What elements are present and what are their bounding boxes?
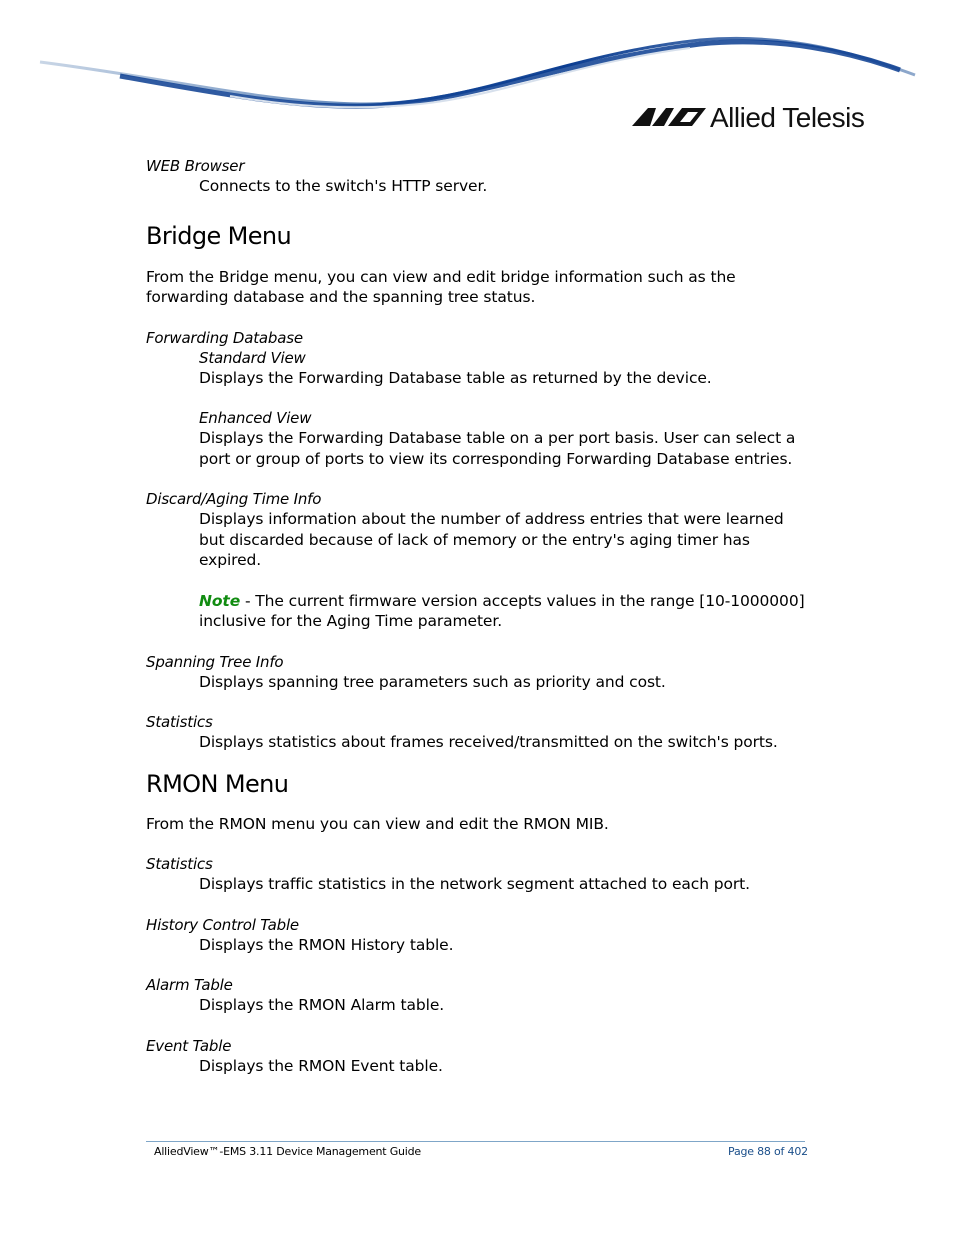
desc-enhanced-view: Displays the Forwarding Database table on a per port basis. User can select a port or group of ports to view its corresponding Forwarding Database entries. — [199, 429, 796, 468]
term-rmon-statistics: Statistics — [146, 855, 213, 873]
term-enhanced-view: Enhanced View — [199, 409, 312, 427]
heading-rmon-menu: RMON Menu — [146, 769, 289, 798]
allied-telesis-mark-icon — [630, 102, 708, 134]
footer-document-title: AlliedView™-EMS 3.11 Device Management Guide — [154, 1145, 422, 1158]
brand-name: Allied Telesis — [710, 102, 865, 133]
term-web-browser: WEB Browser — [146, 157, 245, 175]
desc-spanning-tree-info: Displays spanning tree parameters such as priority and cost. — [199, 672, 666, 691]
desc-event-table: Displays the RMON Event table. — [199, 1056, 443, 1075]
footer-divider — [146, 1141, 805, 1142]
term-alarm-table: Alarm Table — [146, 976, 233, 994]
desc-rmon-statistics: Displays traffic statistics in the network segment attached to each port. — [199, 875, 750, 893]
desc-standard-view: Displays the Forwarding Database table as returned by the device. — [199, 368, 712, 387]
term-discard-aging: Discard/Aging Time Info — [146, 490, 322, 508]
term-history-control-table: History Control Table — [146, 915, 299, 934]
term-standard-view: Standard View — [199, 348, 306, 367]
desc-web-browser: Connects to the switch's HTTP server. — [199, 177, 488, 195]
document-body — [146, 156, 806, 1076]
term-forwarding-database: Forwarding Database — [146, 328, 303, 347]
term-bridge-statistics: Statistics — [146, 713, 213, 731]
desc-bridge-statistics: Displays statistics about frames received/transmitted on the switch's ports. — [199, 733, 778, 751]
note-label: Note — [199, 591, 241, 610]
desc-discard-aging: Displays information about the number of address entries that were learned but discarded because of lack of memory or the entry's aging timer has expired. — [199, 510, 784, 569]
term-spanning-tree-info: Spanning Tree Info — [146, 652, 284, 671]
brand-logo — [630, 102, 870, 134]
desc-history-control-table: Displays the RMON History table. — [199, 935, 454, 954]
desc-alarm-table: Displays the RMON Alarm table. — [199, 996, 445, 1014]
footer-page-number: Page 88 of 402 — [728, 1145, 808, 1158]
note-aging-time — [199, 591, 806, 632]
rmon-intro: From the RMON menu you can view and edit the RMON MIB. — [146, 814, 609, 833]
note-text: - The current firmware version accepts values in the range [10-1000000] inclusive for the Aging Time parameter. — [199, 591, 805, 630]
bridge-intro: From the Bridge menu, you can view and edit bridge information such as the forwarding database and the spanning tree status. — [146, 267, 736, 306]
term-event-table: Event Table — [146, 1036, 232, 1055]
heading-bridge-menu: Bridge Menu — [146, 221, 292, 250]
